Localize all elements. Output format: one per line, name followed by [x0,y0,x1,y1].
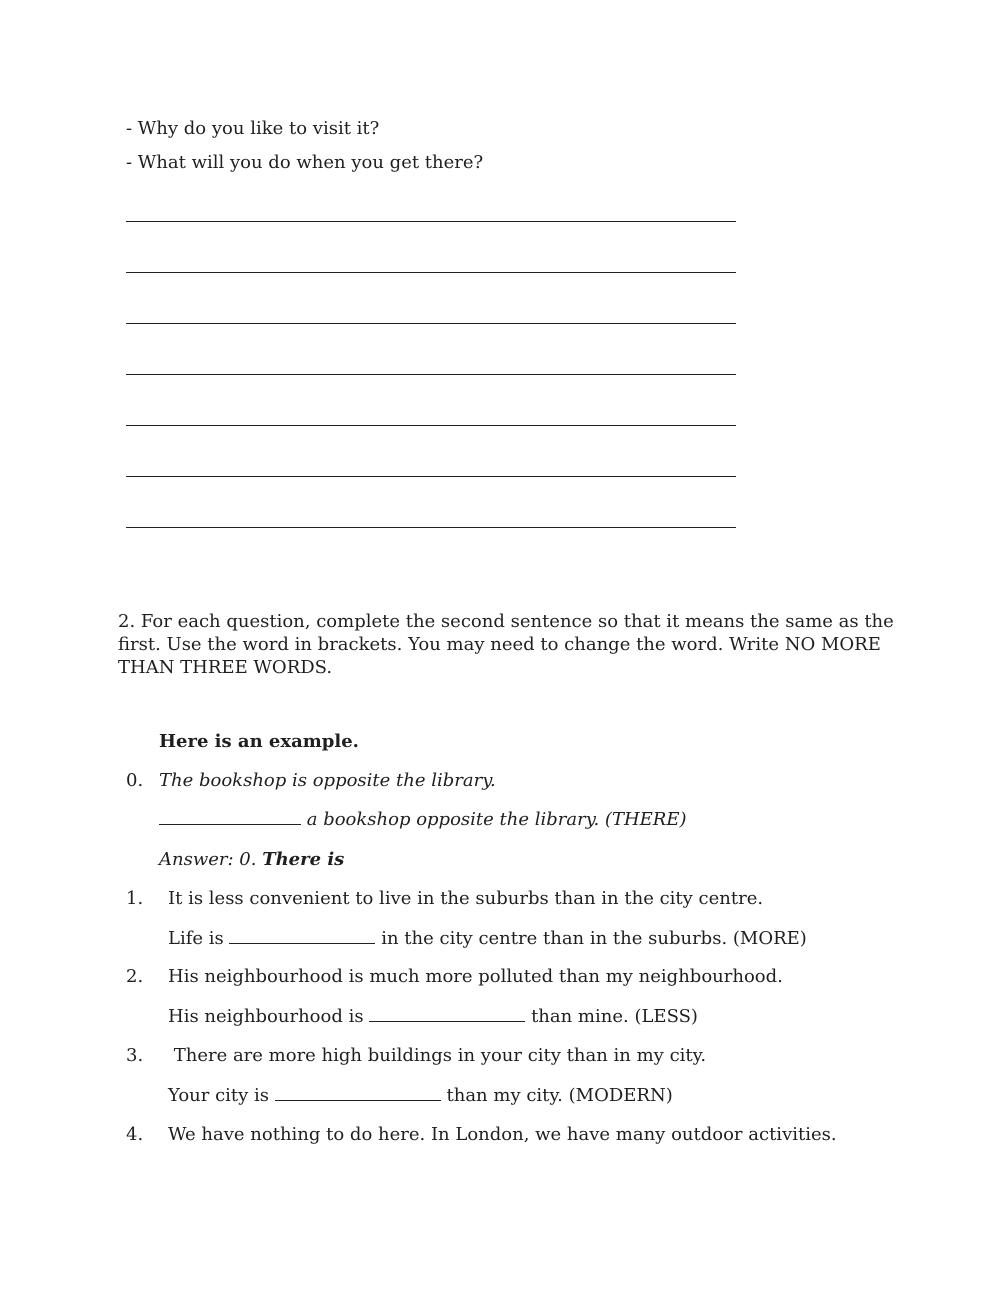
writing-line[interactable] [126,425,736,426]
example-heading: Here is an example. [159,731,359,752]
answer-blank[interactable] [369,1007,525,1022]
example-blank [159,810,301,825]
prompt-why: - Why do you like to visit it? [126,118,380,139]
task2-instructions: 2. For each question, complete the second sentence so that it means the same as the first. Use the word in brackets. You may need to change the word. Write NO MORE THAN THREE WORDS. [118,611,894,678]
question-sentence: His neighbourhood is much more polluted than my neighbourhood. [168,966,783,987]
rewrite-before: His neighbourhood is [168,1006,364,1027]
question-rewrite [168,1085,673,1106]
answer-blank[interactable] [275,1086,441,1101]
example-sentence: The bookshop is opposite the library. [159,770,496,791]
example-answer-value: There is [262,849,345,870]
question-sentence: There are more high buildings in your city than in my city. [168,1045,707,1066]
example-answer [159,849,344,870]
question-number: 1. [126,888,144,909]
writing-line[interactable] [126,374,736,375]
rewrite-before: Your city is [168,1085,270,1106]
rewrite-after: than mine. (LESS) [531,1006,698,1027]
writing-line[interactable] [126,476,736,477]
rewrite-before: Life is [168,928,224,949]
rewrite-after: in the city centre than in the suburbs. (MORE) [381,928,807,949]
example-rewrite [159,809,687,830]
prompt-what: - What will you do when you get there? [126,152,484,173]
example-rewrite-text: a bookshop opposite the library. (THERE) [306,809,687,830]
rewrite-after: than my city. (MODERN) [446,1085,673,1106]
writing-line[interactable] [126,527,736,528]
question-number: 3. [126,1045,144,1066]
example-number: 0. [126,770,144,791]
writing-line[interactable] [126,221,736,222]
question-rewrite [168,928,807,949]
writing-line[interactable] [126,272,736,273]
question-number: 2. [126,966,144,987]
question-number: 4. [126,1124,144,1145]
example-answer-prefix: Answer: 0. [159,849,257,870]
question-sentence: It is less convenient to live in the suburbs than in the city centre. [168,888,764,909]
question-sentence: We have nothing to do here. In London, we have many outdoor activities. [168,1124,837,1145]
answer-blank[interactable] [229,929,375,944]
writing-line[interactable] [126,323,736,324]
question-rewrite [168,1006,698,1027]
